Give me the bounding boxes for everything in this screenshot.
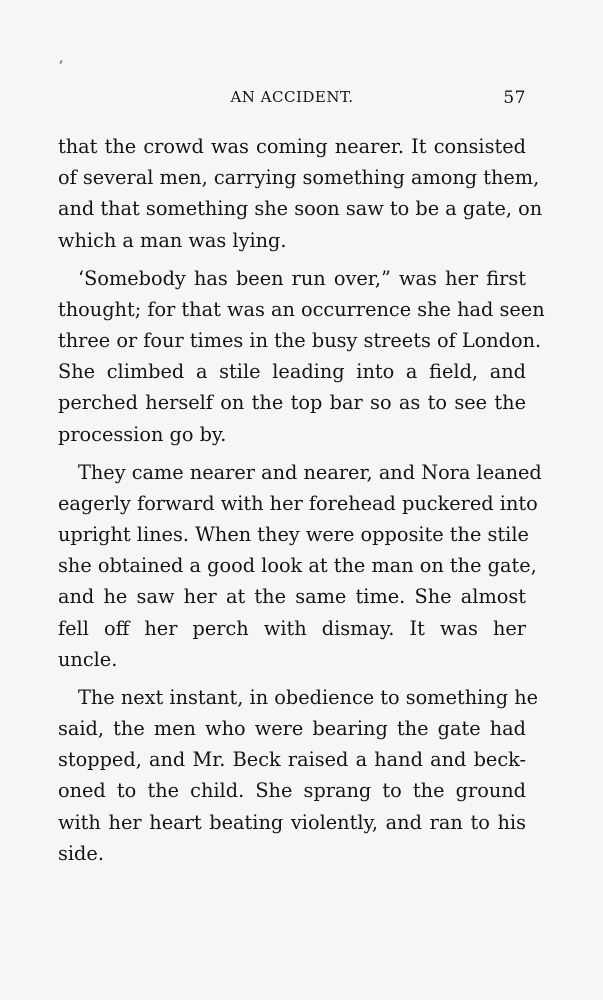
paragraph-3 — [58, 457, 542, 675]
text-line: oned to the child. She sprang to the ground — [58, 779, 526, 803]
text-line: She climbed a stile leading into a field, and — [58, 360, 526, 384]
text-line: uncle. — [58, 647, 118, 671]
text-line: that the crowd was coming nearer. It consisted — [58, 135, 526, 158]
text-line: she obtained a good look at the man on the gate, — [58, 554, 537, 578]
text-line: which a man was lying. — [58, 228, 287, 252]
text-line: stopped, and Mr. Beck raised a hand and beck- — [58, 748, 526, 772]
text-line: thought; for that was an occurrence she had seen — [58, 297, 545, 321]
paragraph-1 — [58, 131, 543, 256]
text-line: They came nearer and nearer, and Nora leaned — [78, 460, 542, 484]
text-line: fell off her perch with dismay. It was her — [58, 616, 526, 640]
text-line: said, the men who were bearing the gate had — [58, 717, 526, 741]
print-speck — [59, 60, 63, 64]
text-line: side. — [58, 841, 104, 865]
text-line: and he saw her at the same time. She almost — [58, 585, 526, 609]
text-line: with her heart beating violently, and ran to his — [58, 810, 526, 834]
chapter-title: AN ACCIDENT. — [230, 88, 354, 106]
running-header — [58, 88, 526, 112]
text-line: The next instant, in obedience to something he — [78, 685, 539, 709]
text-line: upright lines. When they were opposite the stile — [58, 523, 529, 547]
text-line: perched herself on the top bar so as to see the — [58, 391, 526, 415]
text-line: and that something she soon saw to be a gate, on — [58, 197, 543, 221]
text-line: three or four times in the busy streets of London. — [58, 329, 542, 353]
text-line: procession go by. — [58, 422, 227, 446]
text-line: of several men, carrying something among them, — [58, 166, 540, 190]
text-line: ‘Somebody has been run over,” was her first — [78, 266, 526, 290]
text-line: eagerly forward with her forehead puckered into — [58, 491, 538, 515]
body-text — [58, 131, 545, 876]
page-number: 57 — [503, 88, 526, 108]
paragraph-2 — [58, 263, 545, 450]
paragraph-4 — [58, 682, 539, 869]
